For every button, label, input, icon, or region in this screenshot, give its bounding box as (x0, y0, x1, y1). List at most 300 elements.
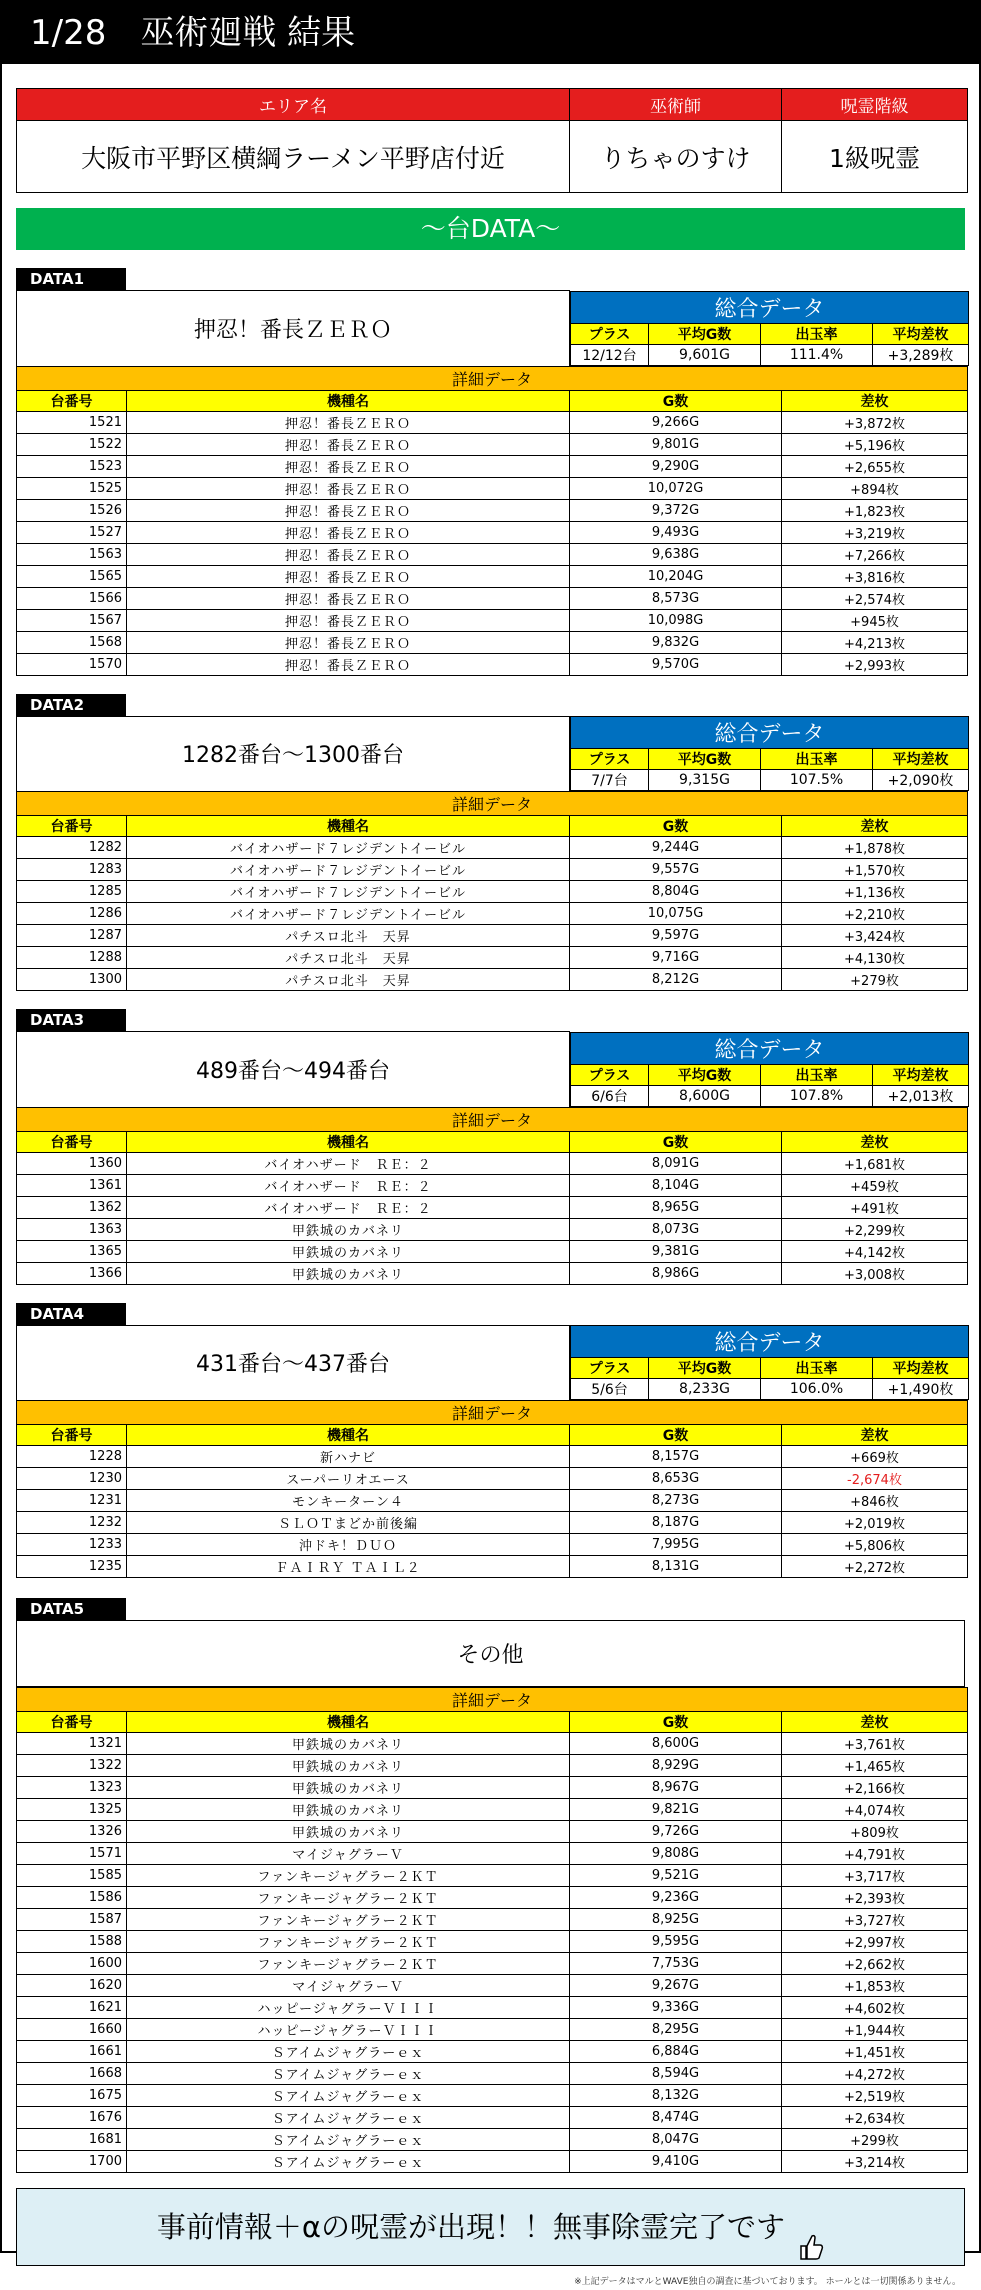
data-block-table (16, 290, 968, 676)
game-count: 8,047G (570, 2129, 782, 2151)
coin-diff: +5,196枚 (782, 433, 968, 455)
machine-number: 1321 (17, 1733, 127, 1755)
detail-label: 詳細データ (17, 792, 968, 816)
machine-number: 1566 (17, 587, 127, 609)
avg-games-header: 平均G数 (649, 749, 761, 770)
avg-games-value: 8,600G (649, 1085, 761, 1106)
other-title: その他 (17, 1621, 965, 1687)
avg-diff-header: 平均差枚 (873, 1358, 969, 1379)
game-count: 9,597G (570, 925, 782, 947)
machine-number: 1521 (17, 411, 127, 433)
coin-diff: +4,142枚 (782, 1240, 968, 1262)
model-name: 甲鉄城のカバネリ (127, 1821, 570, 1843)
game-count: 9,266G (570, 411, 782, 433)
games-header: G数 (570, 390, 782, 411)
table-row (17, 521, 968, 543)
machine-number: 1568 (17, 631, 127, 653)
summary-cell (570, 1032, 968, 1108)
machine-number: 1676 (17, 2107, 127, 2129)
diff-header: 差枚 (782, 1712, 968, 1733)
table-row (17, 1262, 968, 1284)
area-table (16, 88, 968, 193)
machine-number: 1323 (17, 1777, 127, 1799)
machine-number: 1563 (17, 543, 127, 565)
coin-diff: +809枚 (782, 1821, 968, 1843)
table-row (17, 1909, 968, 1931)
plus-header: プラス (571, 323, 649, 344)
detail-header-row (17, 1401, 968, 1425)
game-count: 9,638G (570, 543, 782, 565)
model-name: パチスロ北斗 天昇 (127, 947, 570, 969)
coin-diff: +3,219枚 (782, 521, 968, 543)
model-name: スーパーリオエース (127, 1468, 570, 1490)
avg-diff-header: 平均差枚 (873, 1064, 969, 1085)
machine-number: 1570 (17, 653, 127, 675)
summary-cell (570, 716, 968, 792)
avg-diff-value: +2,090枚 (873, 770, 969, 791)
table-row (17, 1755, 968, 1777)
summary-values-row (571, 770, 969, 791)
summary-cell (570, 1325, 968, 1401)
machine-number: 1586 (17, 1887, 127, 1909)
grade-header: 呪霊階級 (782, 89, 968, 121)
model-name-header: 機種名 (127, 816, 570, 837)
machine-number: 1360 (17, 1152, 127, 1174)
machine-number: 1228 (17, 1446, 127, 1468)
model-name: 押忍！番長ＺＥＲＯ (127, 565, 570, 587)
data-tag: DATA1 (16, 268, 126, 290)
avg-games-value: 9,315G (649, 770, 761, 791)
machine-number: 1366 (17, 1262, 127, 1284)
summary-columns-row (571, 323, 969, 344)
game-count: 9,493G (570, 521, 782, 543)
coin-diff: +1,944枚 (782, 2019, 968, 2041)
model-name: Ｓアイムジャグラーｅｘ (127, 2063, 570, 2085)
model-name: ハッピージャグラーＶＩＩＩ (127, 2019, 570, 2041)
payout-value: 107.8% (761, 1085, 873, 1106)
table-row (17, 1468, 968, 1490)
machine-number: 1322 (17, 1755, 127, 1777)
payout-value: 106.0% (761, 1379, 873, 1400)
summary-title-row (571, 1032, 969, 1064)
plus-value: 6/6台 (571, 1085, 649, 1106)
machine-number-header: 台番号 (17, 816, 127, 837)
footnote: ※上記データはマルとWAVE独自の調査に基づいております。 ホールとは一切関係ありません。 (574, 2277, 961, 2287)
game-count: 8,804G (570, 881, 782, 903)
game-count: 8,474G (570, 2107, 782, 2129)
coin-diff: +1,853枚 (782, 1975, 968, 1997)
detail-header-row (17, 1688, 968, 1712)
column-header-row (17, 816, 968, 837)
model-name: バイオハザード７レジデントイービル (127, 881, 570, 903)
game-count: 8,157G (570, 1446, 782, 1468)
game-count: 9,290G (570, 455, 782, 477)
table-row (17, 1843, 968, 1865)
diff-header: 差枚 (782, 816, 968, 837)
table-row (17, 1733, 968, 1755)
summary-label: 総合データ (571, 291, 969, 323)
machine-number: 1362 (17, 1196, 127, 1218)
table-row (17, 1218, 968, 1240)
model-name: 押忍！番長ＺＥＲＯ (127, 543, 570, 565)
machine-number: 1285 (17, 881, 127, 903)
machine-number: 1587 (17, 1909, 127, 1931)
summary-label: 総合データ (571, 717, 969, 749)
coin-diff: +2,997枚 (782, 1931, 968, 1953)
table-row (17, 1975, 968, 1997)
plus-value: 7/7台 (571, 770, 649, 791)
game-count: 9,336G (570, 1997, 782, 2019)
model-name: ファンキージャグラー２ＫＴ (127, 1887, 570, 1909)
table-row (17, 925, 968, 947)
table-row (17, 2129, 968, 2151)
table-row (17, 411, 968, 433)
summary-title-row (571, 717, 969, 749)
detail-label: 詳細データ (17, 366, 968, 390)
avg-diff-header: 平均差枚 (873, 323, 969, 344)
model-name: Ｓアイムジャグラーｅｘ (127, 2151, 570, 2173)
model-name: 新ハナビ (127, 1446, 570, 1468)
machine-number: 1523 (17, 455, 127, 477)
table-row (17, 1446, 968, 1468)
model-name: ハッピージャグラーＶＩＩＩ (127, 1997, 570, 2019)
coin-diff: +3,727枚 (782, 1909, 968, 1931)
game-count: 8,594G (570, 2063, 782, 2085)
table-row (17, 587, 968, 609)
coin-diff: +1,878枚 (782, 837, 968, 859)
model-name: パチスロ北斗 天昇 (127, 925, 570, 947)
column-header-row (17, 390, 968, 411)
model-name: ファンキージャグラー２ＫＴ (127, 1865, 570, 1887)
game-count: 9,267G (570, 1975, 782, 1997)
game-count: 9,557G (570, 859, 782, 881)
game-count: 8,273G (570, 1490, 782, 1512)
completion-banner (16, 2188, 965, 2266)
table-row (17, 947, 968, 969)
summary-title-row (571, 1326, 969, 1358)
summary-label: 総合データ (571, 1326, 969, 1358)
machine-number: 1288 (17, 947, 127, 969)
table-row (17, 1152, 968, 1174)
block-title: 1282番台～1300番台 (17, 716, 570, 792)
coin-diff: +1,451枚 (782, 2041, 968, 2063)
table-row (17, 1953, 968, 1975)
machine-number-header: 台番号 (17, 1425, 127, 1446)
model-name: 押忍！番長ＺＥＲＯ (127, 521, 570, 543)
coin-diff: +846枚 (782, 1490, 968, 1512)
game-count: 10,072G (570, 477, 782, 499)
model-name: Ｓアイムジャグラーｅｘ (127, 2085, 570, 2107)
coin-diff: +2,299枚 (782, 1218, 968, 1240)
coin-diff: +5,806枚 (782, 1534, 968, 1556)
model-name: バイオハザード７レジデントイービル (127, 903, 570, 925)
machine-number: 1361 (17, 1174, 127, 1196)
table-row (17, 477, 968, 499)
model-name: 沖ドキ！ＤＵＯ (127, 1534, 570, 1556)
game-count: 7,753G (570, 1953, 782, 1975)
machine-number: 1526 (17, 499, 127, 521)
game-count: 9,381G (570, 1240, 782, 1262)
game-count: 9,570G (570, 653, 782, 675)
machine-number: 1527 (17, 521, 127, 543)
game-count: 6,884G (570, 2041, 782, 2063)
data-tag: DATA4 (16, 1303, 126, 1325)
summary-columns-row (571, 1358, 969, 1379)
grade-value: 1級呪霊 (782, 121, 968, 193)
data-block-table (16, 716, 968, 992)
machine-number-header: 台番号 (17, 1131, 127, 1152)
data-blocks (16, 268, 965, 1578)
summary-table (570, 291, 969, 366)
detail-header-row (17, 366, 968, 390)
machine-number: 1365 (17, 1240, 127, 1262)
coin-diff: +945枚 (782, 609, 968, 631)
model-name: バイオハザード ＲＥ：２ (127, 1196, 570, 1218)
payout-header: 出玉率 (761, 323, 873, 344)
machine-number: 1585 (17, 1865, 127, 1887)
game-count: 8,929G (570, 1755, 782, 1777)
coin-diff: +1,681枚 (782, 1152, 968, 1174)
coin-diff: +459枚 (782, 1174, 968, 1196)
payout-value: 107.5% (761, 770, 873, 791)
plus-value: 12/12台 (571, 344, 649, 365)
avg-games-value: 8,233G (649, 1379, 761, 1400)
avg-diff-value: +2,013枚 (873, 1085, 969, 1106)
game-count: 8,131G (570, 1556, 782, 1578)
avg-diff-value: +3,289枚 (873, 344, 969, 365)
coin-diff: +7,266枚 (782, 543, 968, 565)
coin-diff: +4,213枚 (782, 631, 968, 653)
machine-number: 1326 (17, 1821, 127, 1843)
summary-header-row (17, 716, 968, 792)
game-count: 8,967G (570, 1777, 782, 1799)
detail-label: 詳細データ (17, 1401, 968, 1425)
avg-games-header: 平均G数 (649, 323, 761, 344)
detail-label: 詳細データ (17, 1688, 968, 1712)
model-name: バイオハザード ＲＥ：２ (127, 1152, 570, 1174)
payout-header: 出玉率 (761, 1358, 873, 1379)
model-name-header: 機種名 (127, 1425, 570, 1446)
table-row (17, 2151, 968, 2173)
game-count: 10,075G (570, 903, 782, 925)
coin-diff: +894枚 (782, 477, 968, 499)
coin-diff: +2,662枚 (782, 1953, 968, 1975)
coin-diff: +2,993枚 (782, 653, 968, 675)
model-name: 甲鉄城のカバネリ (127, 1218, 570, 1240)
payout-value: 111.4% (761, 344, 873, 365)
game-count: 8,986G (570, 1262, 782, 1284)
game-count: 8,132G (570, 2085, 782, 2107)
model-name: 甲鉄城のカバネリ (127, 1733, 570, 1755)
column-header-row (17, 1712, 968, 1733)
summary-table (570, 1032, 969, 1107)
coin-diff: +1,465枚 (782, 1755, 968, 1777)
game-count: 9,372G (570, 499, 782, 521)
table-row (17, 1534, 968, 1556)
model-name: Ｓアイムジャグラーｅｘ (127, 2129, 570, 2151)
area-header: エリア名 (17, 89, 570, 121)
machine-number: 1675 (17, 2085, 127, 2107)
data-tag: DATA5 (16, 1598, 126, 1620)
diff-header: 差枚 (782, 390, 968, 411)
coin-diff: +3,008枚 (782, 1262, 968, 1284)
table-row (17, 565, 968, 587)
plus-header: プラス (571, 749, 649, 770)
game-count: 8,573G (570, 587, 782, 609)
machine-number: 1525 (17, 477, 127, 499)
table-row (17, 433, 968, 455)
model-name: ＦＡＩＲＹ ＴＡＩＬ２ (127, 1556, 570, 1578)
summary-label: 総合データ (571, 1032, 969, 1064)
table-row (17, 499, 968, 521)
game-count: 9,726G (570, 1821, 782, 1843)
coin-diff: +2,393枚 (782, 1887, 968, 1909)
coin-diff: +491枚 (782, 1196, 968, 1218)
table-row (17, 2107, 968, 2129)
games-header: G数 (570, 1131, 782, 1152)
model-name: 押忍！番長ＺＥＲＯ (127, 499, 570, 521)
block-title: 489番台～494番台 (17, 1032, 570, 1108)
table-row (17, 653, 968, 675)
coin-diff: +1,570枚 (782, 859, 968, 881)
table-row (17, 1490, 968, 1512)
machine-number: 1522 (17, 433, 127, 455)
data-tag: DATA3 (16, 1009, 126, 1031)
column-header-row (17, 1425, 968, 1446)
shaman-header: 巫術師 (570, 89, 782, 121)
game-count: 10,204G (570, 565, 782, 587)
table-row (17, 1777, 968, 1799)
coin-diff: +279枚 (782, 969, 968, 991)
table-row (17, 1997, 968, 2019)
machine-number: 1681 (17, 2129, 127, 2151)
table-row (17, 1799, 968, 1821)
coin-diff: +4,074枚 (782, 1799, 968, 1821)
table-row (17, 1174, 968, 1196)
table-row (17, 2019, 968, 2041)
machine-number: 1283 (17, 859, 127, 881)
game-count: 8,073G (570, 1218, 782, 1240)
model-name: 甲鉄城のカバネリ (127, 1777, 570, 1799)
table-row (17, 859, 968, 881)
coin-diff: +2,655枚 (782, 455, 968, 477)
machine-number: 1600 (17, 1953, 127, 1975)
machine-number: 1300 (17, 969, 127, 991)
payout-header: 出玉率 (761, 1064, 873, 1085)
model-name: ファンキージャグラー２ＫＴ (127, 1931, 570, 1953)
model-name: パチスロ北斗 天昇 (127, 969, 570, 991)
game-count: 9,595G (570, 1931, 782, 1953)
page-title: 1/28 巫術廻戦 結果 (2, 2, 979, 64)
model-name: 甲鉄城のカバネリ (127, 1262, 570, 1284)
table-row (17, 543, 968, 565)
model-name: 甲鉄城のカバネリ (127, 1799, 570, 1821)
model-name: マイジャグラーＶ (127, 1975, 570, 1997)
detail-label: 詳細データ (17, 1107, 968, 1131)
coin-diff: +2,210枚 (782, 903, 968, 925)
coin-diff: +2,272枚 (782, 1556, 968, 1578)
coin-diff: +3,816枚 (782, 565, 968, 587)
machine-number: 1661 (17, 2041, 127, 2063)
game-count: 8,653G (570, 1468, 782, 1490)
summary-cell (570, 291, 968, 367)
model-name: ＳＬＯＴまどか前後編 (127, 1512, 570, 1534)
machine-number: 1700 (17, 2151, 127, 2173)
avg-diff-value: +1,490枚 (873, 1379, 969, 1400)
model-name: 押忍！番長ＺＥＲＯ (127, 653, 570, 675)
section-title: ～台DATA～ (16, 208, 965, 250)
game-count: 8,212G (570, 969, 782, 991)
machine-number: 1620 (17, 1975, 127, 1997)
summary-columns-row (571, 1064, 969, 1085)
game-count: 8,295G (570, 2019, 782, 2041)
table-row (17, 1556, 968, 1578)
machine-number: 1660 (17, 2019, 127, 2041)
machine-number: 1230 (17, 1468, 127, 1490)
detail-header-row (17, 1107, 968, 1131)
model-name: 押忍！番長ＺＥＲＯ (127, 587, 570, 609)
game-count: 8,187G (570, 1512, 782, 1534)
other-title-table (16, 1620, 965, 1687)
data-block-table (16, 1325, 968, 1579)
table-row (17, 2063, 968, 2085)
machine-number: 1286 (17, 903, 127, 925)
model-name: バイオハザード７レジデントイービル (127, 837, 570, 859)
coin-diff: +1,823枚 (782, 499, 968, 521)
thumbs-up-icon (798, 2214, 824, 2244)
game-count: 9,832G (570, 631, 782, 653)
plus-header: プラス (571, 1358, 649, 1379)
model-name: バイオハザード ＲＥ：２ (127, 1174, 570, 1196)
coin-diff: +2,166枚 (782, 1777, 968, 1799)
coin-diff: +3,424枚 (782, 925, 968, 947)
game-count: 9,410G (570, 2151, 782, 2173)
model-name: バイオハザード７レジデントイービル (127, 859, 570, 881)
summary-header-row (17, 1325, 968, 1401)
summary-columns-row (571, 749, 969, 770)
game-count: 8,104G (570, 1174, 782, 1196)
table-row (17, 631, 968, 653)
model-name: 押忍！番長ＺＥＲＯ (127, 455, 570, 477)
data-tag: DATA2 (16, 694, 126, 716)
coin-diff: +2,019枚 (782, 1512, 968, 1534)
machine-number: 1282 (17, 837, 127, 859)
coin-diff: +299枚 (782, 2129, 968, 2151)
game-count: 8,600G (570, 1733, 782, 1755)
detail-header-row (17, 792, 968, 816)
model-name: 押忍！番長ＺＥＲＯ (127, 477, 570, 499)
table-row (17, 2041, 968, 2063)
block-title: 押忍！番長ＺＥＲＯ (17, 291, 570, 367)
summary-values-row (571, 344, 969, 365)
summary-values-row (571, 1379, 969, 1400)
avg-games-header: 平均G数 (649, 1358, 761, 1379)
machine-number-header: 台番号 (17, 1712, 127, 1733)
model-name: マイジャグラーＶ (127, 1843, 570, 1865)
table-row (17, 881, 968, 903)
game-count: 9,808G (570, 1843, 782, 1865)
coin-diff: +2,574枚 (782, 587, 968, 609)
avg-games-header: 平均G数 (649, 1064, 761, 1085)
coin-diff: +669枚 (782, 1446, 968, 1468)
summary-table (570, 716, 969, 791)
game-count: 9,521G (570, 1865, 782, 1887)
model-name: 押忍！番長ＺＥＲＯ (127, 433, 570, 455)
table-row (17, 2085, 968, 2107)
games-header: G数 (570, 816, 782, 837)
coin-diff: +1,136枚 (782, 881, 968, 903)
game-count: 9,716G (570, 947, 782, 969)
